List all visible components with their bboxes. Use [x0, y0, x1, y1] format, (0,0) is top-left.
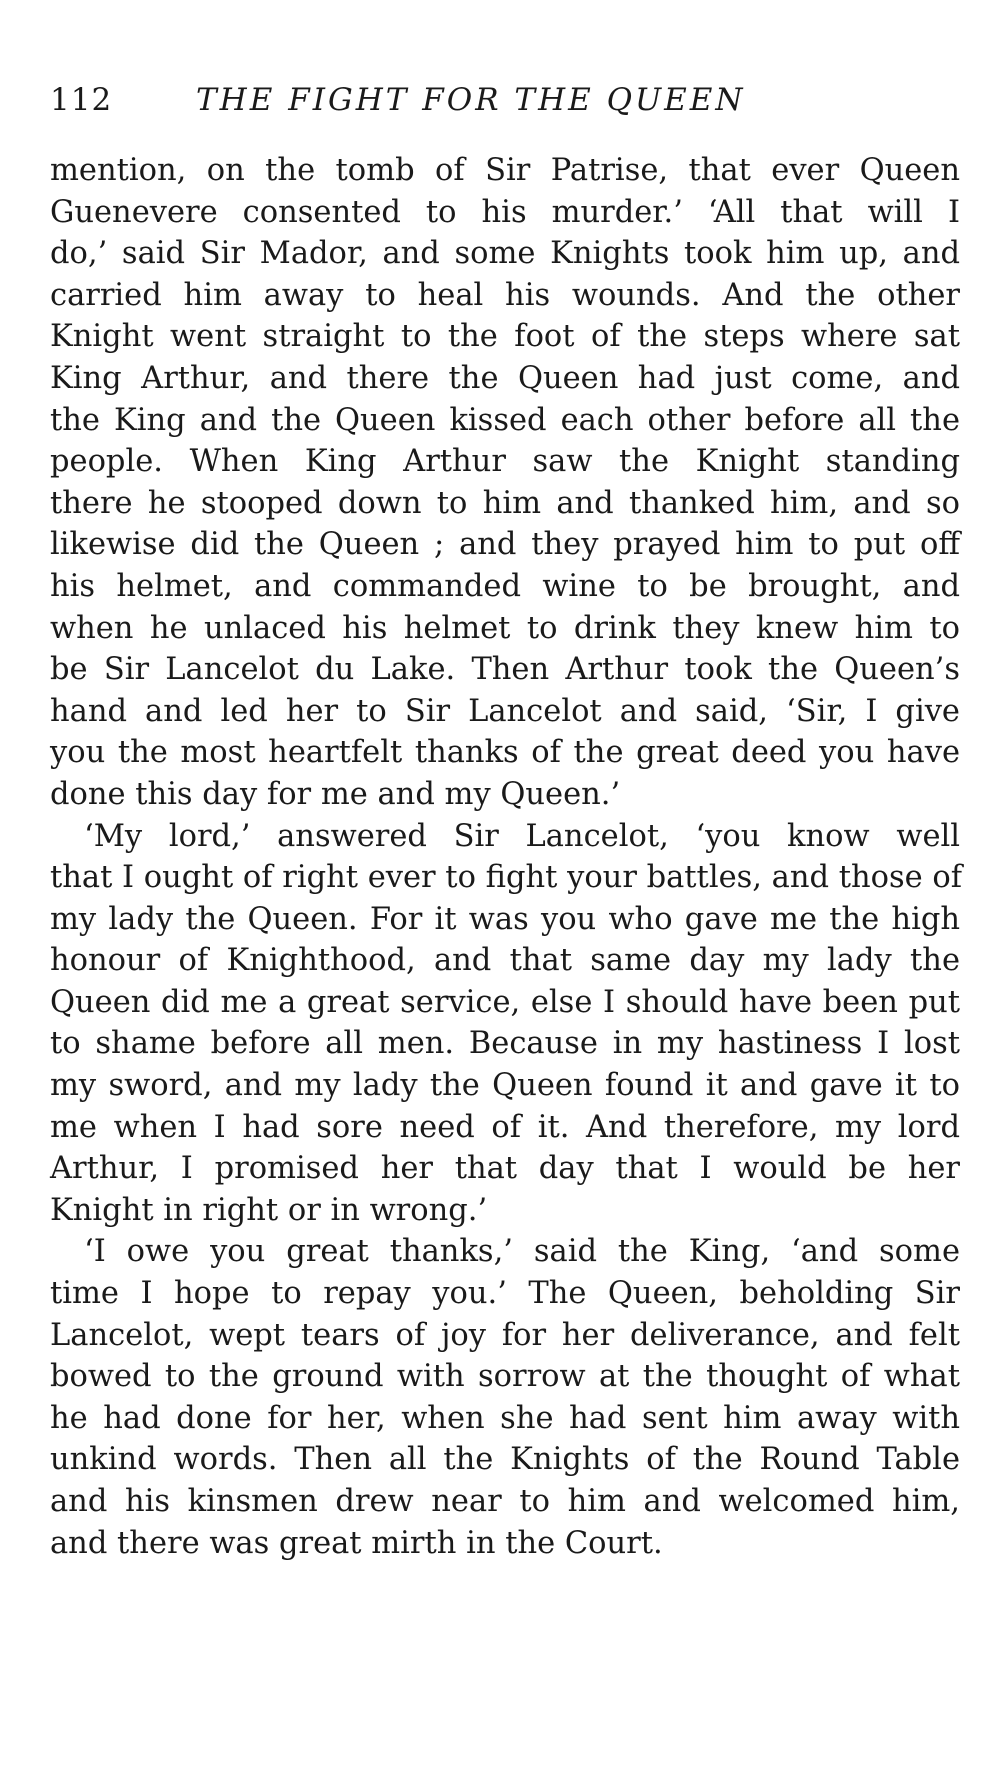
- text-line: mention, on the tomb of Sir Patrise, that ever Queen: [50, 153, 960, 188]
- text-line: he had done for her, when she had sent him away with: [50, 1400, 960, 1436]
- paragraph-end-line: and there was great mirth in the Court.: [50, 1525, 663, 1561]
- text-line: be Sir Lancelot du Lake. Then Arthur took the Queen’s: [50, 652, 960, 688]
- text-line: that I ought of right ever to fight your battles, and those of: [50, 860, 963, 896]
- text-line: my lady the Queen. For it was you who gave me the high: [50, 901, 960, 937]
- body-text: [50, 150, 963, 1564]
- paragraph-first-line: ‘I owe you great thanks,’ said the King, ‘and some: [84, 1234, 960, 1270]
- text-line: me when I had sore need of it. And therefore, my lord: [50, 1109, 960, 1145]
- text-line: to shame before all men. Because in my hastiness I lost: [50, 1026, 960, 1062]
- page-number: 112: [50, 82, 113, 118]
- running-title: THE FIGHT FOR THE QUEEN: [196, 82, 746, 118]
- paragraph-end-line: Knight in right or in wrong.’: [50, 1192, 488, 1228]
- text-line: carried him away to heal his wounds. And the other: [50, 277, 960, 313]
- text-line: likewise did the Queen ; and they prayed him to put off: [50, 527, 960, 563]
- text-line: his helmet, and commanded wine to be brought, and: [50, 568, 960, 604]
- text-line: do,’ said Sir Mador, and some Knights took him up, and: [50, 236, 960, 272]
- text-line: Queen did me a great service, else I should have been put: [50, 984, 960, 1020]
- text-line: you the most heartfelt thanks of the great deed you have: [50, 735, 960, 771]
- text-line: Guenevere consented to his murder.’ ‘All that will I: [50, 194, 960, 230]
- text-line: Knight went straight to the foot of the steps where sat: [50, 319, 960, 355]
- running-head: [50, 78, 960, 122]
- paragraph-first-line: ‘My lord,’ answered Sir Lancelot, ‘you know well: [84, 818, 960, 854]
- paragraph-end-line: done this day for me and my Queen.’: [50, 776, 621, 812]
- text-line: King Arthur, and there the Queen had just come, and: [50, 360, 960, 396]
- text-line: there he stooped down to him and thanked him, and so: [50, 485, 960, 521]
- text-line: hand and led her to Sir Lancelot and said, ‘Sir, I give: [50, 693, 960, 729]
- text-line: my sword, and my lady the Queen found it and gave it to: [50, 1068, 960, 1104]
- text-line: unkind words. Then all the Knights of the Round Table: [50, 1442, 960, 1478]
- text-line: people. When King Arthur saw the Knight standing: [50, 444, 960, 480]
- text-line: bowed to the ground with sorrow at the thought of what: [50, 1359, 960, 1395]
- text-line: time I hope to repay you.’ The Queen, beholding Sir: [50, 1276, 960, 1312]
- text-line: when he unlaced his helmet to drink they knew him to: [50, 610, 960, 646]
- text-line: and his kinsmen drew near to him and welcomed him,: [50, 1484, 960, 1519]
- text-line: Arthur, I promised her that day that I would be her: [50, 1151, 960, 1187]
- text-line: the King and the Queen kissed each other before all the: [50, 402, 960, 438]
- text-line: Lancelot, wept tears of joy for her deliverance, and felt: [50, 1317, 960, 1353]
- text-line: honour of Knighthood, and that same day my lady the: [50, 943, 960, 979]
